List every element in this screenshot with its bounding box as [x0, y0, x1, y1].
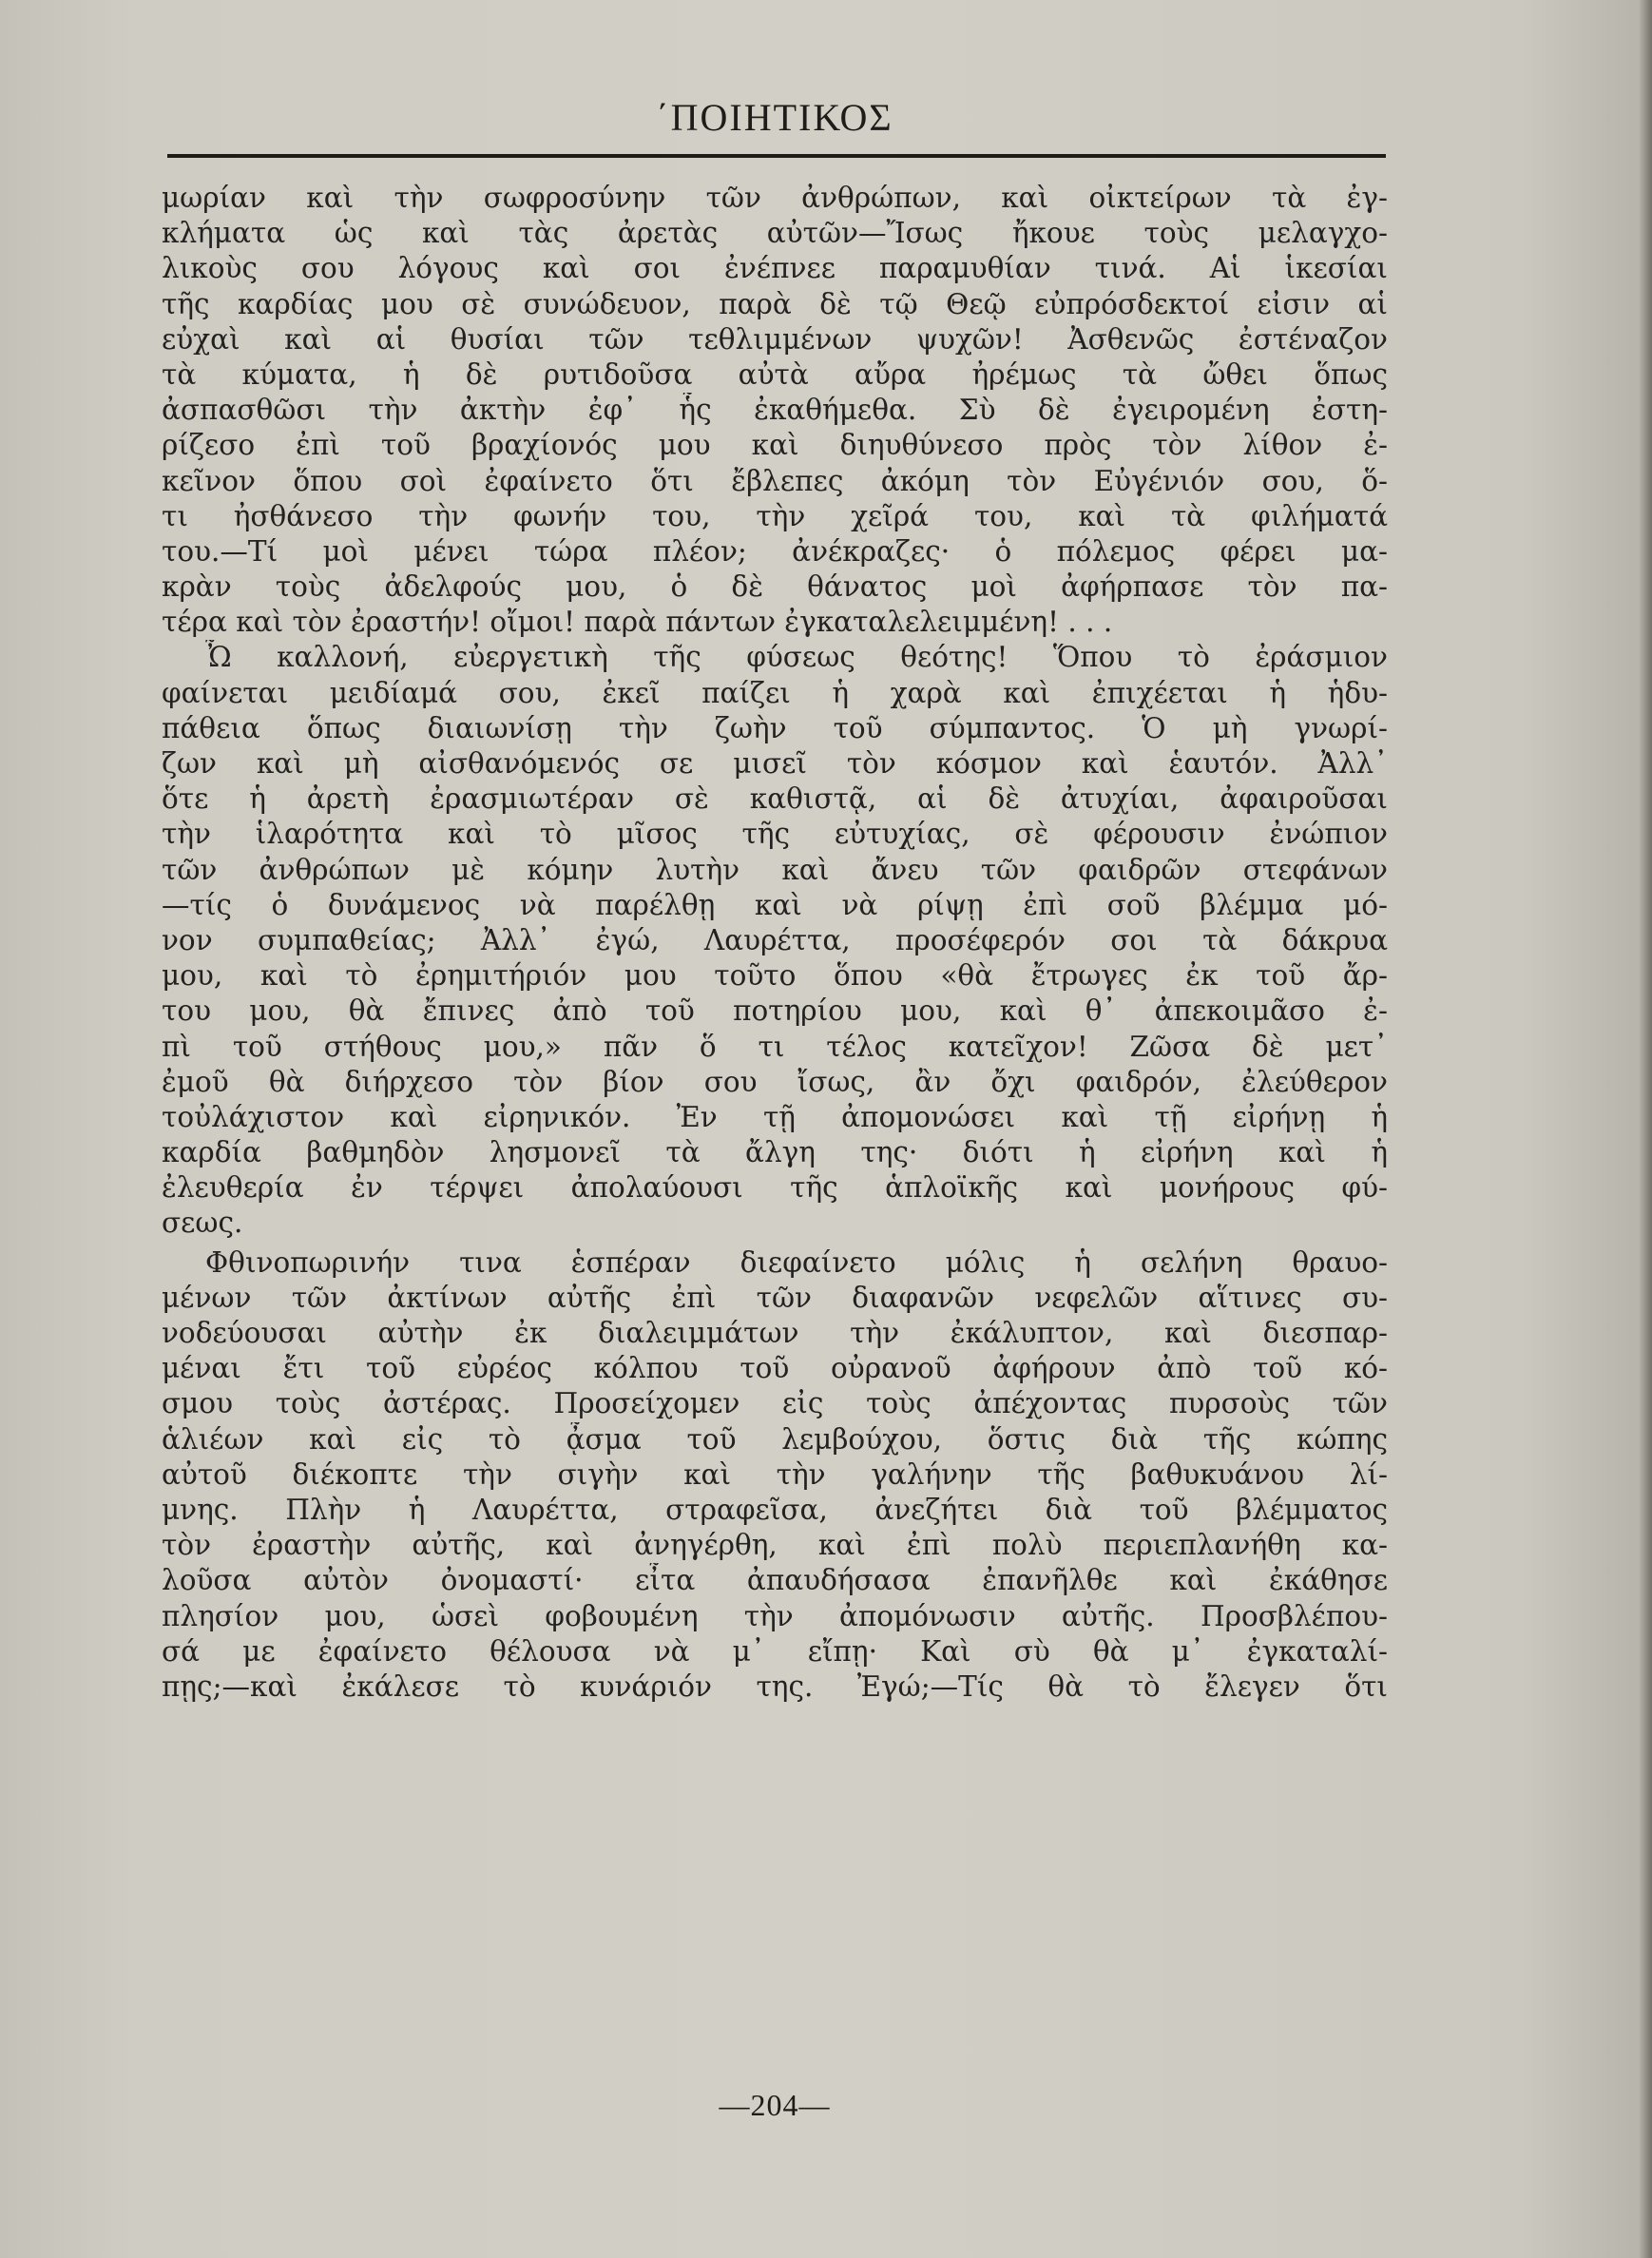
- page-number: —204—: [719, 2088, 831, 2122]
- text-line: λοῦσα αὐτὸν ὀνομαστί· εἶτα ἀπαυδήσασα ἐπανῆλθε καὶ ἐκάθησε: [162, 1564, 1388, 1597]
- text-line: κεῖνον ὅπου σοὶ ἐφαίνετο ὅτι ἔβλεπες ἀκόμη τὸν Εὐγένιόν σου, ὅ-: [162, 464, 1388, 497]
- text-line: του μου, θὰ ἔπινες ἀπὸ τοῦ ποτηρίου μου, καὶ θ᾽ ἀπεκοιμᾶσο ἐ-: [162, 994, 1388, 1028]
- text-line: καρδία βαθμηδὸν λησμονεῖ τὰ ἄλγη της· διότι ἡ εἰρήνη καὶ ἡ: [162, 1136, 1388, 1169]
- text-line: τῶν ἀνθρώπων μὲ κόμην λυτὴν καὶ ἄνευ τῶν φαιδρῶν στεφάνων: [162, 853, 1388, 886]
- text-line: μωρίαν καὶ τὴν σωφροσύνην τῶν ἀνθρώπων, καὶ οἰκτείρων τὰ ἐγ-: [162, 182, 1388, 214]
- text-line: πάθεια ὅπως διαιωνίσῃ τὴν ζωὴν τοῦ σύμπαντος. Ὁ μὴ γνωρί-: [162, 711, 1388, 744]
- text-line: φαίνεται μειδίαμά σου, ἐκεῖ παίζει ἡ χαρὰ καὶ ἐπιχέεται ἡ ἡδυ-: [162, 676, 1388, 709]
- text-line: ἁλιέων καὶ εἰς τὸ ᾆσμα τοῦ λεμβούχου, ὅστις διὰ τῆς κώπης: [162, 1422, 1388, 1456]
- text-line: πὶ τοῦ στήθους μου,» πᾶν ὅ τι τέλος κατεῖχον! Ζῶσα δὲ μετ᾽: [162, 1030, 1388, 1063]
- text-line: νον συμπαθείας; Ἀλλ᾽ ἐγώ, Λαυρέττα, προσέφερόν σοι τὰ δάκρυα: [162, 923, 1388, 956]
- running-header-title: ΄ΠΟΙΗΤΙΚΟΣ: [656, 96, 893, 139]
- text-line: τὰ κύματα, ἡ δὲ ρυτιδοῦσα αὐτὰ αὔρα ἠρέμως τὰ ὤθει ὅπως: [162, 357, 1388, 391]
- text-line: σά με ἐφαίνετο θέλουσα νὰ μ᾽ εἴπῃ· Καὶ σὺ θὰ μ᾽ ἐγκαταλί-: [162, 1634, 1388, 1668]
- text-line: του.—Τί μοὶ μένει τώρα πλέον; ἀνέκραζες· ὁ πόλεμος φέρει μα-: [162, 534, 1388, 568]
- text-line: αὐτοῦ διέκοπτε τὴν σιγὴν καὶ τὴν γαλήνην τῆς βαθυκυάνου λί-: [162, 1457, 1388, 1491]
- body-text: [162, 181, 1388, 1705]
- text-line: ἐμοῦ θὰ διήρχεσο τὸν βίον σου ἴσως, ἂν ὄχι φαιδρόν, ἐλεύθερον: [162, 1065, 1388, 1098]
- text-line: σμου τοὺς ἀστέρας. Προσείχομεν εἰς τοὺς ἀπέχοντας πυρσοὺς τῶν: [162, 1387, 1388, 1420]
- text-line: μένων τῶν ἀκτίνων αὐτῆς ἐπὶ τῶν διαφανῶν νεφελῶν αἵτινες συ-: [162, 1281, 1388, 1314]
- text-line: μνης. Πλὴν ἡ Λαυρέττα, στραφεῖσα, ἀνεζήτει διὰ τοῦ βλέμματος: [162, 1493, 1388, 1526]
- text-line: τῆς καρδίας μου σὲ συνώδευον, παρὰ δὲ τῷ Θεῷ εὐπρόσδεκτοί εἰσιν αἱ: [162, 287, 1388, 320]
- text-line: πῃς;—καὶ ἐκάλεσε τὸ κυνάριόν της. Ἐγώ;—Τίς θὰ τὸ ἔλεγεν ὅτι: [162, 1669, 1388, 1703]
- text-line: μέναι ἔτι τοῦ εὐρέος κόλπου τοῦ οὐρανοῦ ἀφήρουν ἀπὸ τοῦ κό-: [162, 1352, 1388, 1385]
- text-line: ἀσπασθῶσι τὴν ἀκτὴν ἐφ᾽ ἧς ἐκαθήμεθα. Σὺ δὲ ἐγειρομένη ἐστη-: [162, 394, 1388, 427]
- text-line: ρίζεσο ἐπὶ τοῦ βραχίονός μου καὶ διηυθύνεσο πρὸς τὸν λίθον ἐ-: [162, 429, 1388, 462]
- text-line: πλησίον μου, ὡσεὶ φοβουμένη τὴν ἀπομόνωσιν αὐτῆς. Προσβλέπου-: [162, 1599, 1388, 1632]
- text-line: μου, καὶ τὸ ἐρημιτήριόν μου τοῦτο ὅπου «θὰ ἔτρωγες ἐκ τοῦ ἄρ-: [162, 959, 1388, 993]
- text-line: λικοὺς σου λόγους καὶ σοι ἐνέπνεε παραμυθίαν τινά. Αἱ ἱκεσίαι: [162, 252, 1388, 285]
- text-line: κρὰν τοὺς ἀδελφούς μου, ὁ δὲ θάνατος μοὶ ἀφήρπασε τὸν πα-: [162, 570, 1388, 604]
- text-line: τοὐλάχιστον καὶ εἰρηνικόν. Ἐν τῇ ἀπομονώσει καὶ τῇ εἰρήνῃ ἡ: [162, 1100, 1388, 1133]
- text-line: εὐχαὶ καὶ αἱ θυσίαι τῶν τεθλιμμένων ψυχῶν! Ἀσθενῶς ἐστέναζον: [162, 322, 1388, 356]
- text-line: ἐλευθερία ἐν τέρψει ἀπολαύουσι τῆς ἁπλοϊκῆς καὶ μονήρους φύ-: [162, 1171, 1388, 1205]
- text-line: τι ἠσθάνεσο τὴν φωνήν του, τὴν χεῖρά του, καὶ τὰ φιλήματά: [162, 499, 1388, 532]
- text-line: ζων καὶ μὴ αἰσθανόμενός σε μισεῖ τὸν κόσμον καὶ ἑαυτόν. Ἀλλ᾽: [162, 747, 1388, 780]
- text-line: κλήματα ὡς καὶ τὰς ἀρετὰς αὐτῶν—Ἴσως ἤκουε τοὺς μελαγχο-: [162, 217, 1388, 250]
- text-line: τέρα καὶ τὸν ἐραστήν! οἴμοι! παρὰ πάντων ἐγκαταλελειμμένη! . . .: [162, 606, 1113, 639]
- text-line: ὅτε ἡ ἀρετὴ ἐρασμιωτέραν σὲ καθιστᾷ, αἱ δὲ ἀτυχίαι, ἀφαιροῦσαι: [162, 782, 1388, 816]
- text-line: —τίς ὁ δυνάμενος νὰ παρέλθῃ καὶ νὰ ρίψῃ ἐπὶ σοῦ βλέμμα μό-: [162, 888, 1388, 921]
- text-line: τὴν ἱλαρότητα καὶ τὸ μῖσος τῆς εὐτυχίας, σὲ φέρουσιν ἐνώπιον: [162, 818, 1388, 851]
- header-rule: [167, 154, 1386, 158]
- text-line: Φθινοπωρινήν τινα ἑσπέραν διεφαίνετο μόλις ἡ σελήνη θραυο-: [205, 1245, 1388, 1279]
- text-line: σεως.: [162, 1206, 243, 1240]
- text-line: τὸν ἐραστὴν αὐτῆς, καὶ ἀνηγέρθη, καὶ ἐπὶ πολὺ περιεπλανήθη κα-: [162, 1529, 1388, 1562]
- text-line: Ὦ καλλονή, εὐεργετικὴ τῆς φύσεως θεότης! Ὅπου τὸ ἐράσμιον: [205, 641, 1388, 674]
- running-header: [162, 95, 1388, 140]
- text-line: νοδεύουσαι αὐτὴν ἐκ διαλειμμάτων τὴν ἐκάλυπτον, καὶ διεσπαρ-: [162, 1317, 1388, 1349]
- page-edge-shadow: [1639, 0, 1652, 2258]
